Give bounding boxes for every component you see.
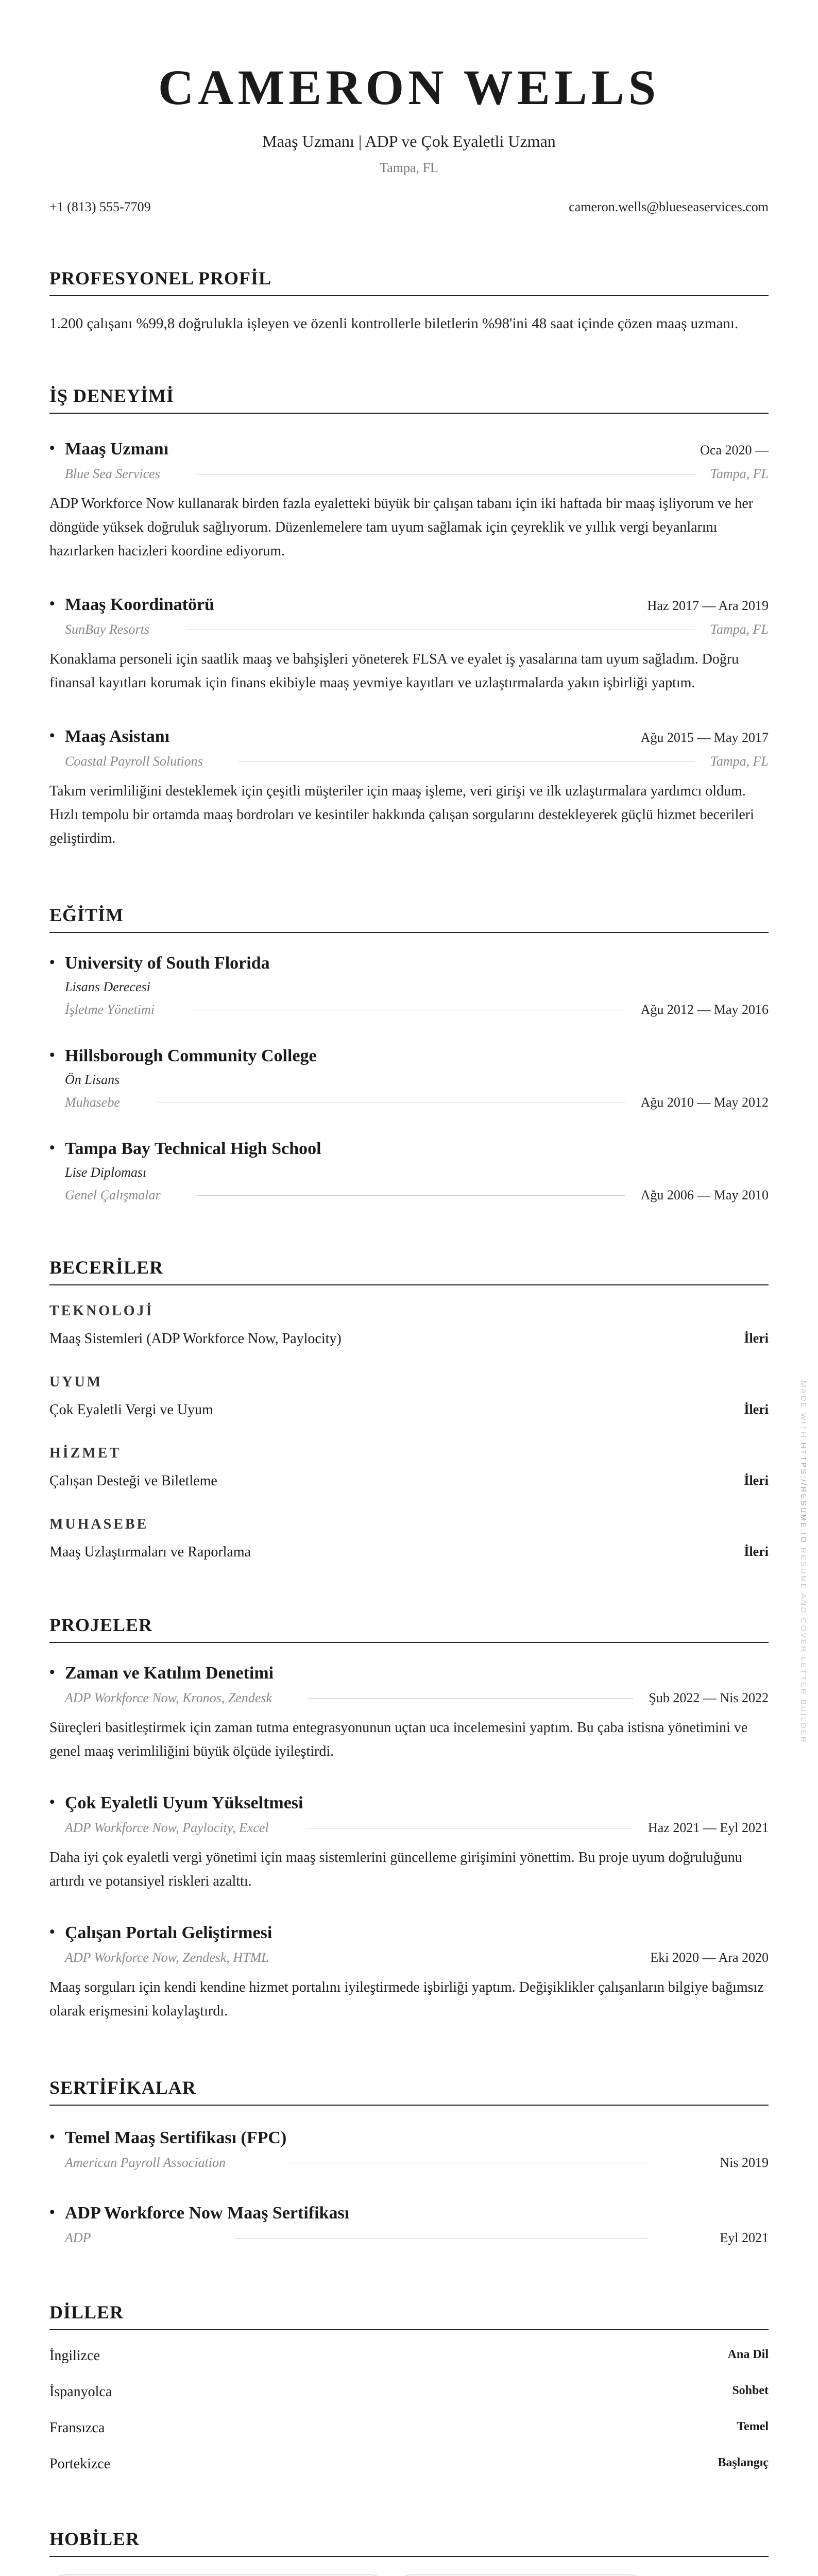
language-name: İngilizce	[49, 2348, 100, 2364]
project-title: • Çok Eyaletli Uyum Yükseltmesi	[49, 1793, 769, 1813]
language-level: Temel	[737, 2420, 769, 2433]
project-tools: ADP Workforce Now, Zendesk, HTML	[65, 1950, 269, 1965]
job-dates: Oca 2020 —	[700, 443, 769, 457]
job-company: Blue Sea Services	[65, 466, 160, 481]
skill-name: Maaş Uzlaştırmaları ve Raporlama	[49, 1544, 251, 1560]
certifications-heading: SERTİFİKALAR	[49, 2077, 769, 2106]
languages-heading: DİLLER	[49, 2301, 769, 2330]
watermark-suffix: RESUME AND COVER LETTER BUILDER	[799, 1548, 808, 1744]
language-name: Fransızca	[49, 2420, 105, 2436]
profile-heading: PROFESYONEL PROFİL	[49, 267, 769, 296]
job-title: • Maaş Uzmanı	[49, 439, 168, 459]
skill-name: Çok Eyaletli Vergi ve Uyum	[49, 1402, 213, 1418]
field-of-study: İşletme Yönetimi	[65, 1002, 155, 1017]
job-company: SunBay Resorts	[65, 622, 149, 637]
hobbies-heading: HOBİLER	[49, 2528, 769, 2557]
projects-heading: PROJELER	[49, 1614, 769, 1643]
project-description: Daha iyi çok eyaletli vergi yönetimi için maaş sistemlerini güncelleme girişimini yönettim. Bu proje uyum doğruluğunu artırdı ve potansiyel riskleri azalttı.	[49, 1850, 742, 1889]
skill-level: İleri	[744, 1402, 769, 1417]
certification-title: • ADP Workforce Now Maaş Sertifikası	[49, 2204, 769, 2223]
candidate-location: Tampa, FL	[380, 160, 438, 175]
email-address[interactable]: cameron.wells@blueseaservices.com	[569, 199, 769, 214]
skill-name: Maaş Sistemleri (ADP Workforce Now, Paylocity)	[49, 1331, 342, 1347]
certification-issuer: ADP	[65, 2230, 91, 2245]
language-level: Başlangıç	[718, 2456, 769, 2469]
divider	[308, 1698, 633, 1699]
education-heading: EĞİTİM	[49, 904, 769, 933]
certification-item	[49, 2128, 769, 2171]
job-location: Tampa, FL	[710, 754, 769, 769]
certification-issuer: American Payroll Association	[65, 2155, 226, 2170]
skill-category: HİZMET	[49, 1445, 122, 1461]
skill-level: İleri	[744, 1331, 769, 1346]
project-title: • Çalışan Portalı Geliştirmesi	[49, 1923, 769, 1943]
experience-item	[49, 595, 769, 695]
skill-group	[49, 1516, 769, 1561]
skill-category: MUHASEBE	[49, 1516, 149, 1532]
education-dates: Ağu 2006 — May 2010	[640, 1188, 769, 1202]
project-item	[49, 1664, 769, 1764]
language-row	[49, 2348, 769, 2364]
education-item	[49, 1046, 769, 1110]
project-item	[49, 1793, 769, 1893]
skill-level: İleri	[744, 1473, 769, 1488]
field-of-study: Muhasebe	[65, 1095, 120, 1110]
experience-heading: İŞ DENEYİMİ	[49, 385, 769, 414]
school-name: • Tampa Bay Technical High School	[49, 1139, 769, 1159]
languages-section	[49, 2301, 769, 2472]
skills-section	[49, 1257, 769, 1561]
certification-date: Eyl 2021	[720, 2230, 769, 2245]
skill-group	[49, 1303, 769, 1347]
project-dates: Haz 2021 — Eyl 2021	[648, 1820, 769, 1835]
certification-title: • Temel Maaş Sertifikası (FPC)	[49, 2128, 769, 2148]
language-name: Portekizce	[49, 2456, 111, 2472]
education-item	[49, 954, 769, 1018]
degree: Ön Lisans	[65, 1072, 120, 1087]
education-item	[49, 1139, 769, 1203]
skill-category: TEKNOLOJİ	[49, 1303, 154, 1319]
skills-heading: BECERİLER	[49, 1257, 769, 1285]
divider	[235, 2238, 648, 2239]
project-tools: ADP Workforce Now, Kronos, Zendesk	[65, 1690, 272, 1705]
projects-section	[49, 1614, 769, 2023]
degree: Lisans Derecesi	[65, 979, 150, 994]
project-dates: Eki 2020 — Ara 2020	[650, 1950, 769, 1965]
project-description: Maaş sorguları için kendi kendine hizmet portalını iyileştirmede işbirliği yaptım. Değişiklikler çalışanların bilgiye bağımsız olarak erişmesini kolaylaştırdı.	[49, 1979, 764, 2019]
job-description: Takım verimliliğini desteklemek için çeşitli müşteriler için maaş işleme, veri girişi ve ilk uzlaştırmalara yardımcı oldum. Hızlı tempolu bir ortamda maaş bordroları ve kesintiler hakkında çalışan sorgularını destekleyerek güçlü hizmet becerileri geliştirdim.	[49, 783, 754, 846]
watermark-link[interactable]: HTTPS://RESUME.IO	[799, 1443, 808, 1544]
skill-group	[49, 1445, 769, 1489]
project-description: Süreçleri basitleştirmek için zaman tutma entegrasyonunun uçtan uca incelemesini yaptım. Bu çaba istisna yönetimini ve genel maaş verimliliğini büyük ölçüde iyileştirdi.	[49, 1720, 748, 1759]
experience-item	[49, 727, 769, 851]
divider	[197, 1195, 625, 1196]
certifications-section	[49, 2077, 769, 2246]
job-description: Konaklama personeli için saatlik maaş ve bahşişleri yöneterek FLSA ve eyalet iş yasalarına tam uyum sağladım. Doğru finansal kayıtları korumak için finans ekibiyle maaş yevmiye kayıtları ve uzlaştırmalarda yakın işbirliği yaptım.	[49, 651, 739, 691]
certification-item	[49, 2204, 769, 2246]
job-dates: Ağu 2015 — May 2017	[640, 730, 769, 745]
phone-number[interactable]: +1 (813) 555-7709	[49, 199, 151, 214]
hobbies-section	[49, 2528, 769, 2576]
job-description: ADP Workforce Now kullanarak birden fazla eyaletteki büyük bir çalışan tabanı için iki haftada bir maaş işliyorum ve her döngüde yüksek doğruluk sağlıyorum. Düzenlemelere tam uyum sağlamak için çeyreklik ve yıllık vergi beyanlarını hazırlarken hacizleri koordine ediyorum.	[49, 496, 754, 559]
profile-section	[49, 267, 769, 335]
education-dates: Ağu 2010 — May 2012	[640, 1095, 769, 1110]
language-name: İspanyolca	[49, 2384, 112, 2400]
profile-text: 1.200 çalışanı %99,8 doğrulukla işleyen ve özenli kontrollerle biletlerin %98'ini 48 saat içinde çözen maaş uzmanı.	[49, 315, 739, 332]
candidate-name: CAMERON WELLS	[158, 60, 660, 115]
skill-group	[49, 1374, 769, 1418]
education-section	[49, 904, 769, 1203]
job-location: Tampa, FL	[710, 622, 769, 637]
project-tools: ADP Workforce Now, Paylocity, Excel	[65, 1820, 269, 1835]
certification-date: Nis 2019	[720, 2155, 769, 2170]
job-company: Coastal Payroll Solutions	[65, 754, 203, 769]
resume-content	[49, 0, 769, 2576]
school-name: • Hillsborough Community College	[49, 1046, 769, 1066]
watermark-prefix: MADE WITH	[799, 1381, 808, 1439]
language-level: Sohbet	[732, 2384, 769, 2397]
degree: Lise Diploması	[65, 1165, 147, 1180]
job-location: Tampa, FL	[710, 466, 769, 481]
contact-row	[49, 199, 769, 215]
language-row	[49, 2456, 769, 2472]
field-of-study: Genel Çalışmalar	[65, 1188, 161, 1202]
candidate-title: Maaş Uzmanı | ADP ve Çok Eyaletli Uzman	[262, 132, 556, 150]
education-dates: Ağu 2012 — May 2016	[640, 1002, 769, 1017]
builder-watermark	[799, 1381, 808, 1744]
experience-section	[49, 385, 769, 851]
language-row	[49, 2420, 769, 2436]
job-dates: Haz 2017 — Ara 2019	[647, 598, 769, 613]
skill-category: UYUM	[49, 1374, 103, 1390]
language-level: Ana Dil	[727, 2348, 769, 2361]
job-title: • Maaş Asistanı	[49, 727, 169, 747]
project-title: • Zaman ve Katılım Denetimi	[49, 1664, 769, 1683]
experience-item	[49, 439, 769, 563]
project-item	[49, 1923, 769, 2023]
school-name: • University of South Florida	[49, 954, 769, 973]
language-row	[49, 2384, 769, 2400]
project-dates: Şub 2022 — Nis 2022	[649, 1690, 769, 1705]
skill-level: İleri	[744, 1544, 769, 1559]
skill-name: Çalışan Desteği ve Biletleme	[49, 1473, 217, 1489]
job-title: • Maaş Koordinatörü	[49, 595, 214, 615]
divider	[239, 761, 695, 762]
